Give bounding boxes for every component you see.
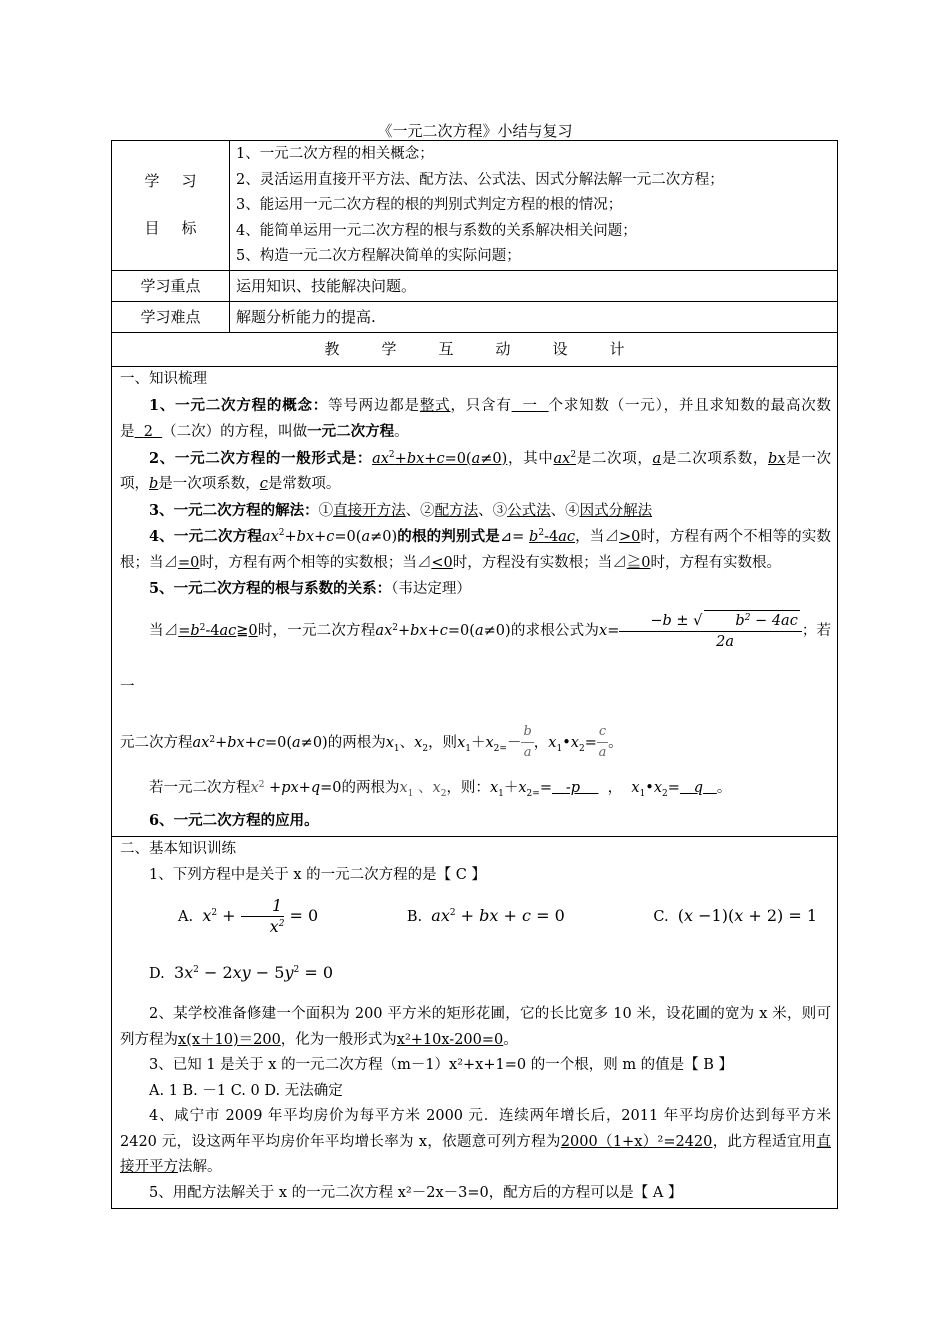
application-paragraph: 6、一元二次方程的应用。	[149, 811, 319, 829]
question-3-options: A. 1 B. －1 C. 0 D. 无法确定	[149, 1082, 343, 1099]
goals-list	[230, 141, 838, 271]
question-5: 5、用配方法解关于 x 的一元二次方程 x²－2x－3=0，配方后的方程可以是【 A 】	[149, 1184, 683, 1201]
solution-methods-paragraph: 3、一元二次方程的解法：①直接开方法、②配方法、③公式法、④因式分解法	[149, 501, 653, 519]
concept-paragraph: 1、一元二次方程的概念：等号两边都是整式，只含有 一 个求知数（一元），并且求知数的最高次数是 2 （二次）的方程，叫做一元二次方程。	[120, 396, 832, 440]
difficulty-label: 学习难点	[112, 302, 230, 333]
focus-text: 运用知识、技能解决问题。	[230, 271, 838, 302]
question-1-options: A. $x^2$ + $\frac{1}{x^2}$ = 0 B. $ax^2$ + bx + c = 0 C. (x −1)(x + 2) = 1 D. $3x^2 - 2xy - 5y^2 = 0$	[149, 896, 818, 983]
question-2: 2、某学校准备修建一个面积为 200 平方米的矩形花圃，它的长比宽多 10 米，设花圃的宽为 x 米，则可列方程为x(x＋10)＝200，化为一般形式为x²+10x-200=0。	[120, 1006, 831, 1048]
quadratic-formula-paragraph: 当$⊿=b^2-4ac≧0$时，一元二次方程$ax^2+bx+c=0(a\ne 0)$的求根公式为x= $\frac{-b \pm √ b^2 - 4ac}{2a}$ ；若一	[120, 603, 831, 715]
goal-item: 3、能运用一元二次方程的根的判别式判定方程的根的情况；	[236, 197, 623, 213]
focus-label: 学习重点	[112, 271, 230, 302]
section1-heading: 一、知识梳理	[120, 371, 207, 387]
goals-label-cell	[112, 141, 230, 271]
goal-item: 4、能简单运用一元二次方程的根与系数的关系解决相关问题；	[236, 222, 637, 239]
question-1: 1、下列方程中是关于 x 的一元二次方程的是【 C 】	[149, 866, 486, 883]
goal-item: 2、灵活运用直接开平方法、配方法、公式法、因式分解法解一元二次方程；	[236, 171, 724, 188]
knowledge-section	[112, 367, 838, 837]
sum-fraction: $\frac{b}{a}$	[523, 724, 532, 760]
discriminant-paragraph: 4、一元二次方程$ax^2+bx+c=0(a\ne 0)$的根的判别式是⊿= $b^2-4ac$，当⊿>0时，方程有两个不相等的实数根；当⊿=0时，方程有两个相等的实数根；当⊿<0时，方程没有实数根；当⊿≧0时，方程有实数根。	[120, 528, 831, 571]
general-form-paragraph: 2、一元二次方程的一般形式是：$ax^2+bx+c=0(a\ne 0)$，其中$ax^2$是二次项，a是二次项系数，bx是一次项，b是一次项系数，c是常数项。	[120, 449, 832, 492]
page-title: 《一元二次方程》小结与复习	[377, 122, 573, 140]
goals-label-line2: 目标	[144, 219, 219, 237]
training-section	[112, 837, 838, 1209]
difficulty-text: 解题分析能力的提高.	[230, 302, 838, 333]
question-3: 3、已知 1 是关于 x 的一元二次方程（m－1）x²+x+1=0 的一个根，则 m 的值是【 B 】	[149, 1057, 734, 1074]
goal-item: 1、一元二次方程的相关概念；	[236, 146, 434, 162]
quadratic-formula: $\frac{-b \pm √ b^2 - 4ac}{2a}$	[619, 610, 801, 652]
section2-heading: 二、基本知识训练	[120, 841, 236, 858]
goal-item: 5、构造一元二次方程解决简单的实际问题；	[236, 248, 521, 264]
vieta-paragraph: 元二次方程$ax^2+bx+c=0(a\ne 0)$的两根为$x_1$、$x_2$，则$x_1+x_{2=}-$ $\frac{b}{a}$ ，$x_1•x_2=$ $\frac{c}{a}$ 。	[120, 715, 831, 777]
product-fraction: $\frac{c}{a}$	[598, 724, 607, 760]
goals-label-line1: 学习	[144, 172, 219, 190]
monic-vieta-paragraph: 若一元二次方程$x^2 +px+q=0$的两根为$x_1$ 、$x_2$，则：$x_1+x_{2=}=$ -p ， $x_1•x_2=$ q 。	[149, 780, 732, 800]
lesson-table	[111, 140, 838, 1209]
question-4: 4、咸宁市 2009 年平均房价为每平方米 2000 元．连续两年增长后，2011 年平均房价达到每平方米 2420 元，设这两年平均房价年平均增长率为 x，依题意可列方程为2000（1+x）²=2420，此方程适宜用直接开平方法解。	[120, 1108, 831, 1176]
vieta-heading: 5、一元二次方程的根与系数的关系：（韦达定理）	[149, 580, 471, 597]
design-header: 教学互动设计	[112, 333, 838, 367]
